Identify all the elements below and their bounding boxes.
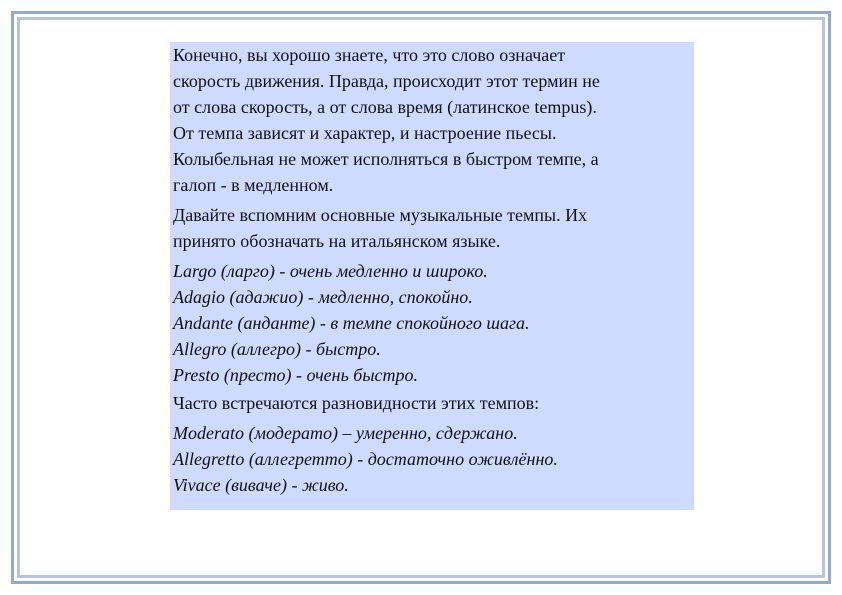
text-line: Давайте вспомним основные музыкальные темпы. Их — [173, 205, 588, 225]
text-line: Колыбельная не может исполняться в быстром темпе, а — [173, 149, 599, 169]
tempo-item-adagio: Adagio (адажио) - медленно, спокойно. — [173, 287, 473, 307]
main-tempos-list — [173, 258, 690, 388]
text-line: От темпа зависят и характер, и настроение пьесы. — [173, 123, 557, 143]
text-line: скорость движения. Правда, происходит этот термин не — [173, 71, 600, 91]
variants-intro-paragraph — [173, 390, 690, 416]
tempo-item-allegretto: Allegretto (аллегретто) - достаточно оживлённо. — [173, 449, 558, 469]
text-box — [170, 42, 694, 510]
tempo-item-presto: Presto (престо) - очень быстро. — [173, 365, 419, 385]
text-line: от слова скорость, а от слова время (латинское tempus). — [173, 97, 597, 117]
tempo-item-allegro: Allegro (аллегро) - быстро. — [173, 339, 381, 359]
intro-paragraph — [173, 42, 690, 198]
text-line: принято обозначать на итальянском языке. — [173, 231, 501, 251]
text-line: галоп - в медленном. — [173, 175, 334, 195]
tempos-intro-paragraph — [173, 202, 690, 254]
tempo-item-largo: Largo (ларго) - очень медленно и широко. — [173, 261, 488, 281]
text-line: Конечно, вы хорошо знаете, что это слово означает — [173, 45, 566, 65]
tempo-item-andante: Andante (анданте) - в темпе спокойного шага. — [173, 313, 530, 333]
variant-tempos-list — [173, 420, 690, 498]
tempo-item-vivace: Vivace (виваче) - живо. — [173, 475, 349, 495]
text-line: Часто встречаются разновидности этих темпов: — [173, 393, 540, 413]
tempo-item-moderato: Moderato (модерато) – умеренно, сдержано. — [173, 423, 518, 443]
